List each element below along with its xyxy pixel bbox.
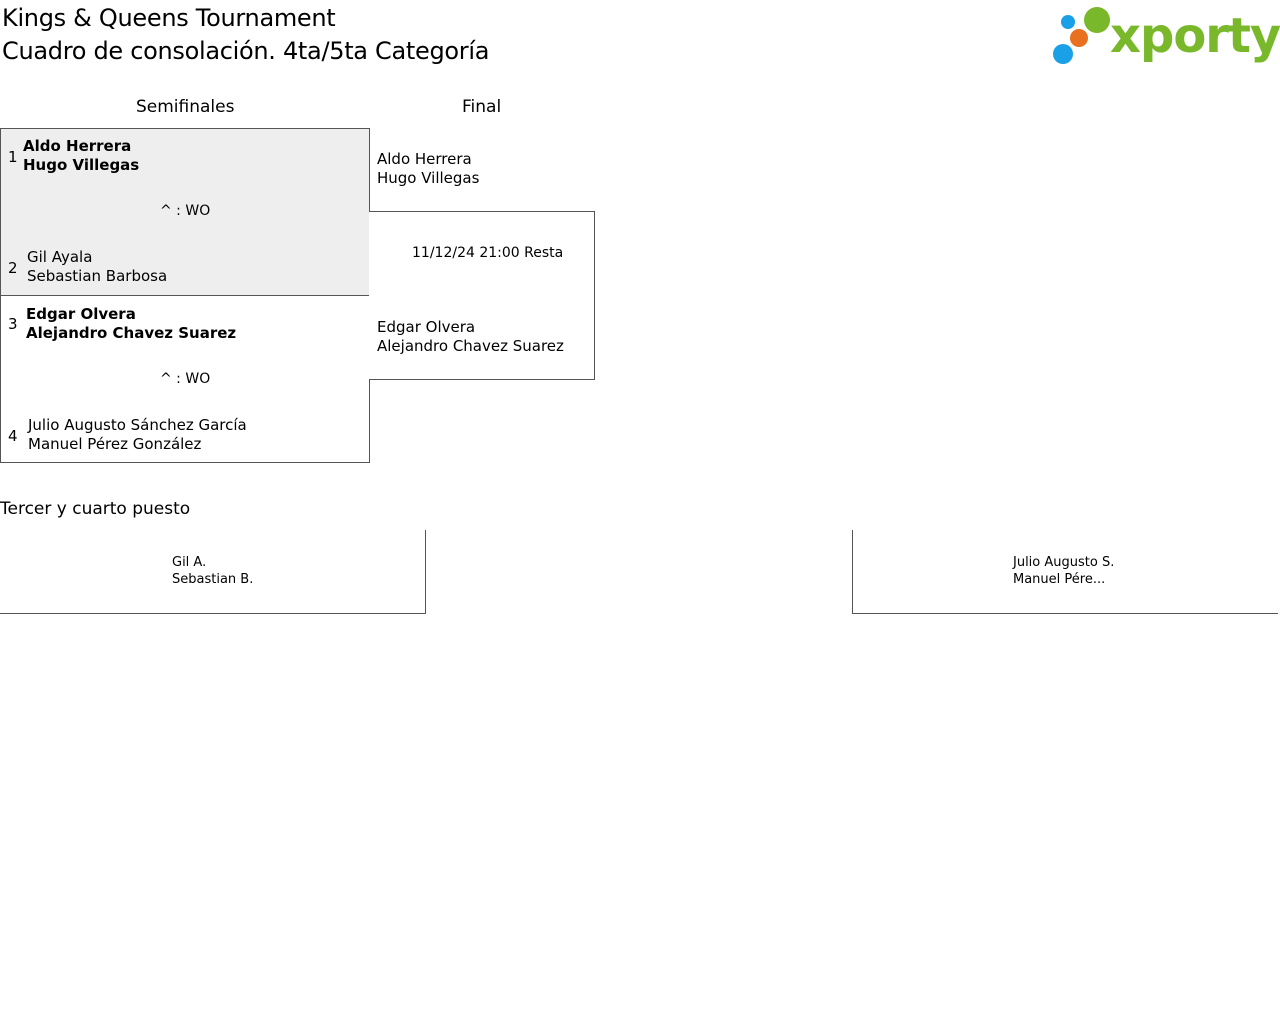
- player-name: Sebastian B.: [172, 572, 254, 587]
- match-result: ^ : WO: [160, 203, 211, 219]
- player-name: Alejandro Chavez Suarez: [26, 324, 237, 342]
- round-header-semifinals: Semifinales: [136, 97, 235, 117]
- player-name: Edgar Olvera: [377, 318, 476, 336]
- player-name: Sebastian Barbosa: [27, 267, 168, 285]
- player-name: Manuel Pérez González: [28, 435, 202, 453]
- draw-title: Cuadro de consolación. 4ta/5ta Categoría: [2, 37, 490, 65]
- player-name: Hugo Villegas: [377, 169, 480, 187]
- seed-number: 1: [8, 148, 18, 166]
- third-place-title: Tercer y cuarto puesto: [0, 499, 191, 519]
- seed-number: 2: [8, 259, 18, 277]
- player-name: Alejandro Chavez Suarez: [377, 337, 564, 355]
- player-name: Gil A.: [172, 555, 207, 570]
- seed-number: 4: [8, 427, 18, 445]
- xporty-logo: [1050, 4, 1278, 68]
- seed-number: 3: [8, 315, 18, 333]
- player-name: Gil Ayala: [27, 248, 93, 266]
- tournament-title: Kings & Queens Tournament: [2, 4, 336, 32]
- player-name: Aldo Herrera: [377, 150, 472, 168]
- logo-dots-icon: [1050, 4, 1114, 68]
- round-header-final: Final: [462, 97, 502, 117]
- player-name: Manuel Pére...: [1013, 572, 1106, 587]
- player-name: Aldo Herrera: [23, 137, 132, 155]
- logo-wordmark: xporty: [1110, 8, 1280, 64]
- player-name: Hugo Villegas: [23, 156, 140, 174]
- player-name: Julio Augusto S.: [1013, 555, 1115, 570]
- match-result: ^ : WO: [160, 371, 211, 387]
- match-schedule: 11/12/24 21:00 Resta: [412, 245, 564, 261]
- player-name: Edgar Olvera: [26, 305, 136, 323]
- player-name: Julio Augusto Sánchez García: [28, 416, 247, 434]
